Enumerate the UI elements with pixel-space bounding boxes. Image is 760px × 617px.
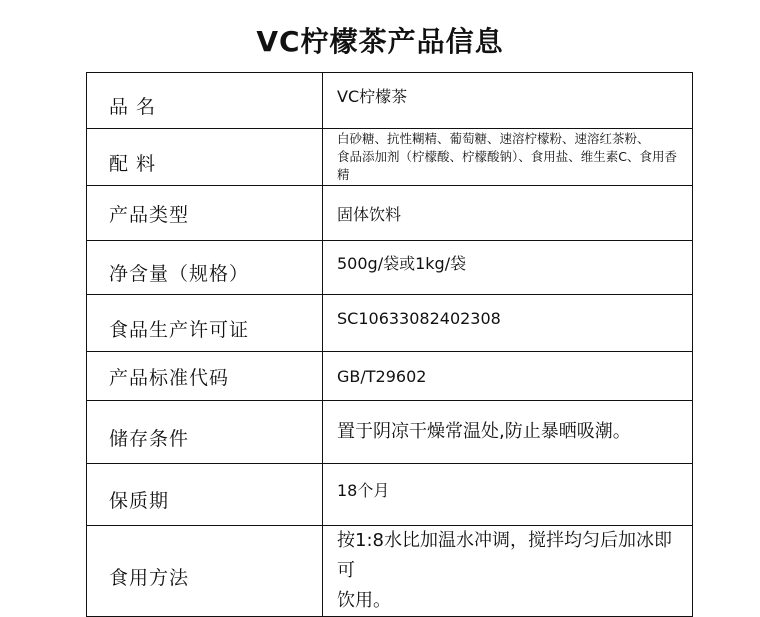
table-row [87, 186, 693, 241]
row-label: 食用方法 [87, 526, 323, 617]
page-title: VC柠檬茶产品信息 [256, 25, 504, 58]
table-row [87, 295, 693, 352]
row-label: 保质期 [87, 464, 323, 526]
table-row [87, 401, 693, 464]
row-label: 品 名 [87, 73, 323, 129]
table-row [87, 73, 693, 129]
value-line: 食品添加剂（柠檬酸、柠檬酸钠）、食用盐、维生素C、食用香精 [337, 149, 677, 182]
table-row [87, 129, 693, 186]
table-row [87, 241, 693, 295]
value-line: 按1:8水比加温水冲调，搅拌均匀后加冰即可 [337, 530, 672, 581]
row-label: 产品标准代码 [87, 352, 323, 401]
row-value: 500g/袋或1kg/袋 [323, 241, 693, 295]
value-line: 白砂糖、抗性糊精、葡萄糖、速溶柠檬粉、速溶红茶粉、 [337, 131, 650, 146]
row-label: 食品生产许可证 [87, 295, 323, 352]
row-value: SC10633082402308 [323, 295, 693, 352]
table-row [87, 352, 693, 401]
row-value: 置于阴凉干燥常温处,防止暴晒吸潮。 [323, 401, 693, 464]
row-label: 净含量（规格） [87, 241, 323, 295]
table-row [87, 464, 693, 526]
row-value [323, 129, 693, 186]
product-info-table [86, 72, 693, 617]
value-line: 饮用。 [337, 590, 391, 611]
row-value: VC柠檬茶 [323, 73, 693, 129]
table-row [87, 526, 693, 617]
row-value: 固体饮料 [323, 186, 693, 241]
row-label: 产品类型 [87, 186, 323, 241]
row-label: 储存条件 [87, 401, 323, 464]
row-label: 配 料 [87, 129, 323, 186]
row-value [323, 526, 693, 617]
row-value: GB/T29602 [323, 352, 693, 401]
row-value: 18个月 [323, 464, 693, 526]
